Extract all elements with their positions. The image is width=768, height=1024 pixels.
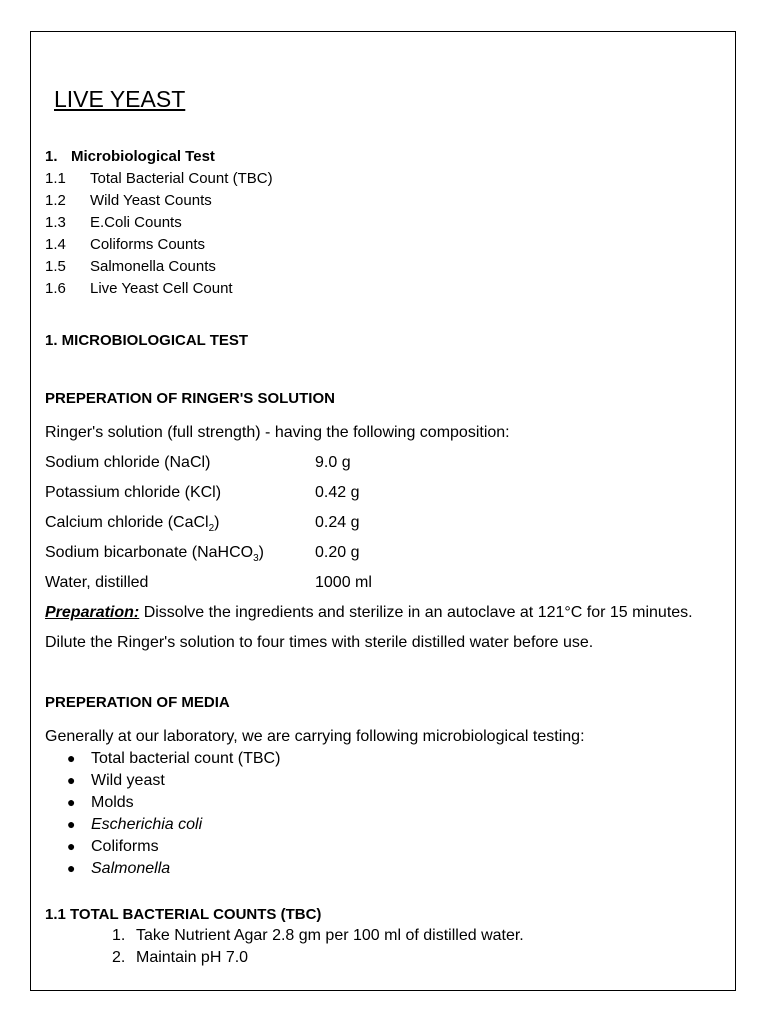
- toc-item: 1.1 Total Bacterial Count (TBC): [45, 170, 273, 187]
- section-heading: 1. MICROBIOLOGICAL TEST: [45, 332, 249, 349]
- toc-item: 1.5 Salmonella Counts: [45, 258, 216, 275]
- document-page: [30, 31, 736, 991]
- toc-item: 1.3 E.Coli Counts: [45, 214, 182, 231]
- document-title: LIVE YEAST: [54, 86, 186, 112]
- toc-item: 1.4 Coliforms Counts: [45, 236, 206, 253]
- list-item: ● Salmonella: [67, 860, 171, 877]
- numbered-step: 1. Take Nutrient Agar 2.8 gm per 100 ml of distilled water.: [112, 927, 524, 944]
- bullet-icon: ●: [67, 860, 76, 876]
- toc-item: 1.2 Wild Yeast Counts: [45, 192, 212, 209]
- list-item: ● Wild yeast: [67, 772, 165, 789]
- bullet-icon: ●: [67, 816, 76, 832]
- composition-row: Sodium chloride (NaCl) 9.0 g: [45, 454, 351, 471]
- toc-heading: 1. Microbiological Test: [45, 148, 215, 165]
- list-item: ● Escherichia coli: [67, 816, 203, 833]
- list-item: ● Molds: [67, 794, 134, 811]
- bullet-icon: ●: [67, 750, 76, 766]
- list-item: ● Coliforms: [67, 838, 159, 855]
- ringer-intro: Ringer's solution (full strength) - having the following composition:: [45, 424, 510, 441]
- bullet-icon: ●: [67, 838, 76, 854]
- composition-row: Potassium chloride (KCl) 0.42 g: [45, 484, 360, 501]
- toc-item: 1.6 Live Yeast Cell Count: [45, 280, 233, 297]
- media-heading: PREPERATION OF MEDIA: [45, 694, 230, 711]
- composition-row: Water, distilled 1000 ml: [45, 574, 372, 591]
- composition-row: Sodium bicarbonate (NaHCO$_3$) 0.20 g: [45, 544, 360, 565]
- media-intro: Generally at our laboratory, we are carrying following microbiological testing:: [45, 728, 585, 745]
- composition-row: Calcium chloride (CaCl$_2$) 0.24 g: [45, 514, 360, 535]
- dilution-text: Dilute the Ringer's solution to four times with sterile distilled water before use.: [45, 634, 594, 651]
- bullet-icon: ●: [67, 794, 76, 810]
- ringer-heading: PREPERATION OF RINGER'S SOLUTION: [45, 390, 335, 407]
- bullet-icon: ●: [67, 772, 76, 788]
- list-item: ● Total bacterial count (TBC): [67, 750, 281, 767]
- tbc-heading: 1.1 TOTAL BACTERIAL COUNTS (TBC): [45, 906, 322, 923]
- numbered-step: 2. Maintain pH 7.0: [112, 949, 249, 966]
- preparation-text: Preparation: Dissolve the ingredients and sterilize in an autoclave at 121°C for 15 minutes.: [45, 604, 693, 621]
